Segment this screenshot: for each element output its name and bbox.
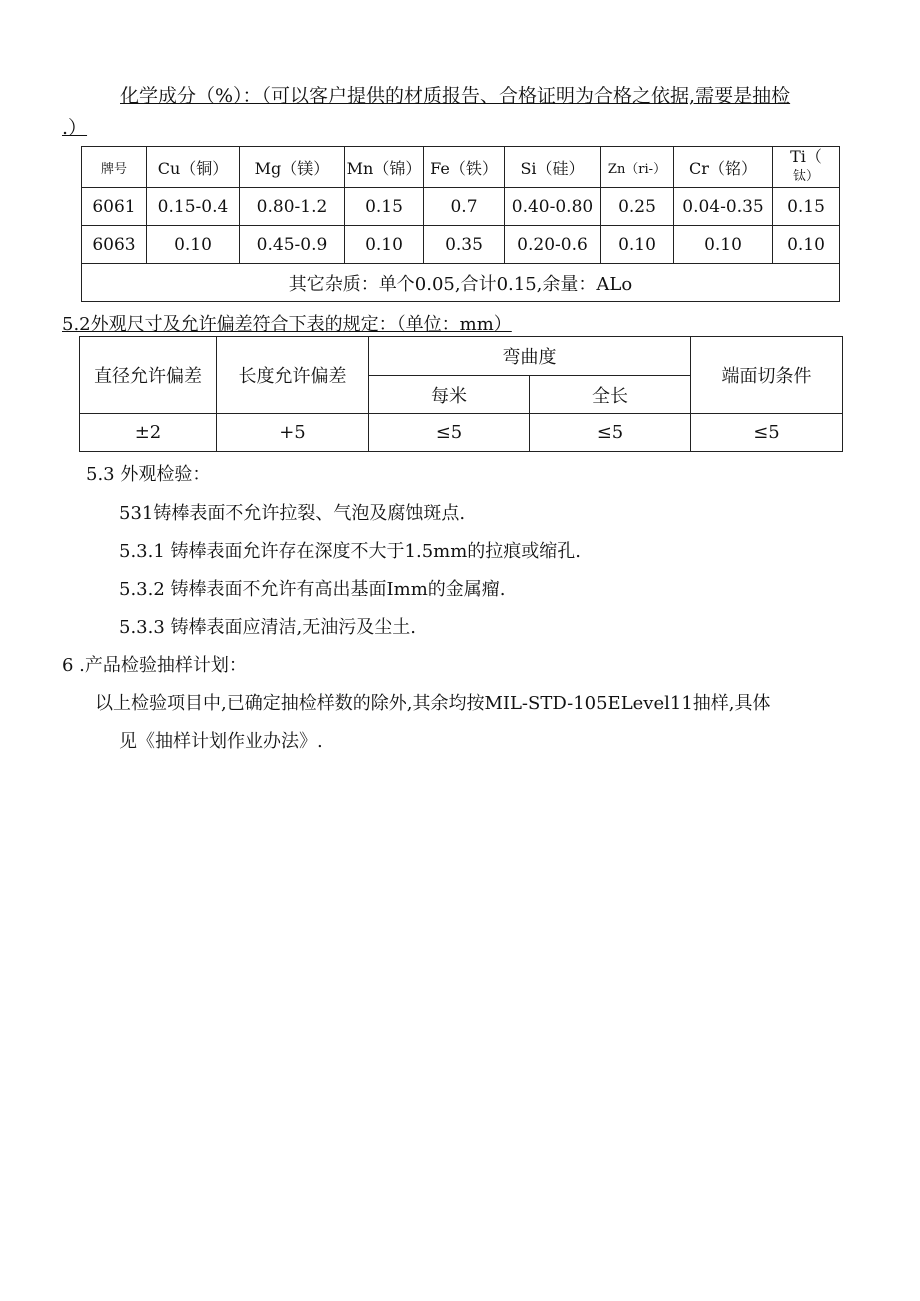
header-cr: Cr（铭） bbox=[674, 147, 773, 188]
table-cell: 0.45-0.9 bbox=[240, 226, 345, 264]
chemical-composition-table bbox=[81, 146, 840, 302]
table-cell: ±2 bbox=[80, 414, 217, 452]
header-per-meter: 每米 bbox=[369, 376, 530, 414]
table-cell: 0.10 bbox=[773, 226, 840, 264]
table-cell: 0.80-1.2 bbox=[240, 188, 345, 226]
table-cell: 0.40-0.80 bbox=[505, 188, 601, 226]
section-6-body-line2: 见《抽样计划作业办法》. bbox=[119, 731, 323, 752]
header-fe: Fe（铁） bbox=[424, 147, 505, 188]
item-5-3-1: 5.3.1 铸棒表面允许存在深度不大于1.5mm的拉痕或缩孔. bbox=[119, 541, 582, 562]
dim-table-header-row bbox=[80, 337, 843, 376]
chemical-composition-heading-line1: 化学成分（%）：（可以客户提供的材质报告、合格证明为合格之依据,需要是抽检 bbox=[120, 85, 791, 107]
table-cell: 0.15-0.4 bbox=[147, 188, 240, 226]
table-cell: 0.15 bbox=[345, 188, 424, 226]
header-length-tolerance: 长度允许偏差 bbox=[217, 337, 369, 414]
section-5-3-title: 5.3 外观检验： bbox=[86, 464, 211, 485]
table-cell: 0.10 bbox=[147, 226, 240, 264]
header-end-cut-condition: 端面切条件 bbox=[691, 337, 843, 414]
header-curvature: 弯曲度 bbox=[369, 337, 691, 376]
table-cell: 6063 bbox=[82, 226, 147, 264]
header-grade: 牌号 bbox=[82, 147, 147, 188]
section-5-2-title: 5.2外观尺寸及允许偏差符合下表的规定：（单位：mm） bbox=[62, 314, 512, 335]
table-cell: 0.7 bbox=[424, 188, 505, 226]
item-5-3-2: 5.3.2 铸棒表面不允许有高出基面Imm的金属瘤. bbox=[119, 579, 506, 600]
header-diameter-tolerance: 直径允许偏差 bbox=[80, 337, 217, 414]
table-cell: 0.20-0.6 bbox=[505, 226, 601, 264]
table-cell: 0.10 bbox=[674, 226, 773, 264]
table-row bbox=[80, 414, 843, 452]
header-ti bbox=[773, 147, 840, 188]
table-cell: +5 bbox=[217, 414, 369, 452]
table-row bbox=[82, 188, 840, 226]
table-cell: 0.25 bbox=[601, 188, 674, 226]
table-cell: 6061 bbox=[82, 188, 147, 226]
header-ti-line1: Ti（ bbox=[790, 147, 822, 166]
impurity-note: 其它杂质：单个0.05,合计0.15,余量：ALo bbox=[82, 264, 840, 302]
dimension-tolerance-table bbox=[79, 336, 843, 452]
table-cell: 0.04-0.35 bbox=[674, 188, 773, 226]
table-cell: ≤5 bbox=[691, 414, 843, 452]
table-cell: 0.35 bbox=[424, 226, 505, 264]
section-6-title: 6 .产品检验抽样计划： bbox=[62, 655, 247, 676]
item-5-3-3: 5.3.3 铸棒表面应清洁,无油污及尘土. bbox=[119, 617, 416, 638]
header-mg: Mg（镁） bbox=[240, 147, 345, 188]
header-full-length: 全长 bbox=[530, 376, 691, 414]
header-si: Si（硅） bbox=[505, 147, 601, 188]
chemical-composition-heading-line2: .） bbox=[62, 117, 88, 139]
header-ti-line2: 钛） bbox=[792, 169, 819, 184]
table-cell: ≤5 bbox=[530, 414, 691, 452]
table-row bbox=[82, 226, 840, 264]
chemical-composition-heading bbox=[62, 80, 862, 144]
chem-table-header-row bbox=[82, 147, 840, 188]
table-cell: 0.10 bbox=[345, 226, 424, 264]
section-6-body-line1: 以上检验项目中,已确定抽检样数的除外,其余均按MIL-STD-105ELevel11抽样,具体 bbox=[95, 693, 771, 714]
item-531: 531铸棒表面不允许拉裂、气泡及腐蚀斑点. bbox=[119, 503, 466, 524]
table-cell: 0.10 bbox=[601, 226, 674, 264]
header-cu: Cu（铜） bbox=[147, 147, 240, 188]
header-mn: Mn（锦） bbox=[345, 147, 424, 188]
table-cell: 0.15 bbox=[773, 188, 840, 226]
table-cell: ≤5 bbox=[369, 414, 530, 452]
header-zn: Zn（ri-） bbox=[601, 147, 674, 188]
chem-table-note-row bbox=[82, 264, 840, 302]
